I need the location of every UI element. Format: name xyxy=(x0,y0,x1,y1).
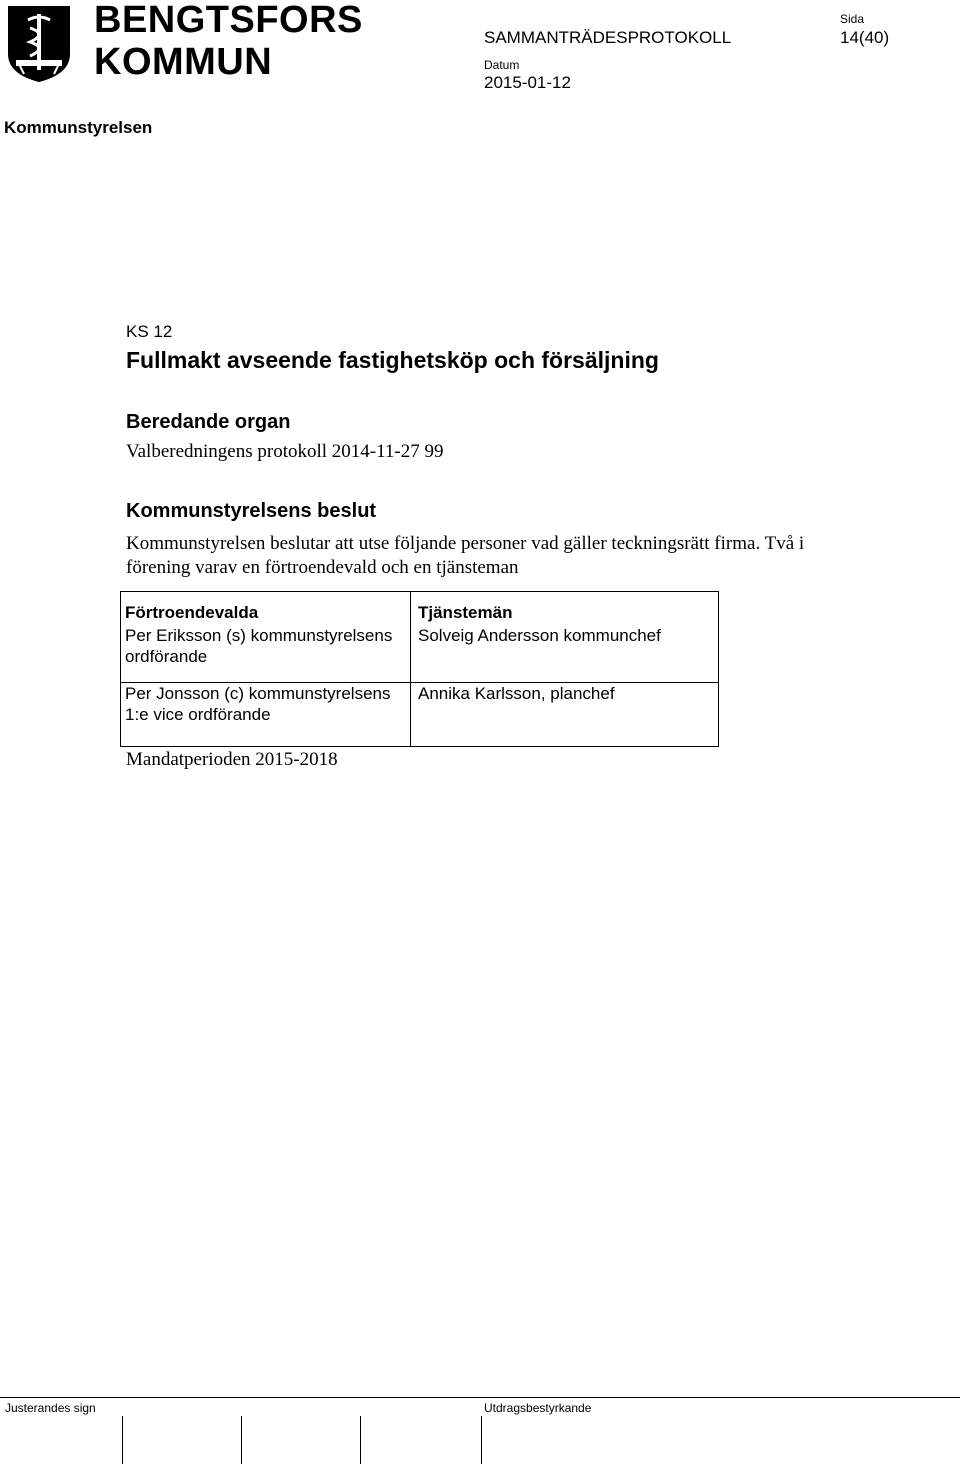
table-cell-r2c1: Per Jonsson (c) kommunstyrelsens 1:e vice ordförande xyxy=(125,684,391,724)
page-title: Fullmakt avseende fastighetsköp och försäljning xyxy=(126,347,659,373)
signature-box-divider xyxy=(360,1416,361,1464)
signatory-table xyxy=(120,591,719,747)
date-label: Datum xyxy=(484,58,520,72)
section-reference: KS 12 xyxy=(126,322,173,341)
mandate-period: Mandatperioden 2015-2018 xyxy=(126,749,338,770)
logo-wordmark-line2: KOMMUN xyxy=(94,41,273,83)
logo-wordmark-line1: BENGTSFORS xyxy=(94,0,363,41)
table-border-bottom xyxy=(120,746,719,747)
table-border-top xyxy=(120,591,719,592)
signature-box-divider xyxy=(122,1416,123,1464)
footer-extract-label: Utdragsbestyrkande xyxy=(484,1401,592,1415)
table-cell-r2c2: Annika Karlsson, planchef xyxy=(418,684,615,703)
table-column-divider xyxy=(410,591,411,747)
beredande-text: Valberedningens protokoll 2014-11-27 99 xyxy=(126,441,444,462)
table-header-tjanstemen: Tjänstemän xyxy=(418,603,513,622)
document-type: SAMMANTRÄDESPROTOKOLL xyxy=(484,28,732,47)
footer-rule xyxy=(0,1397,960,1398)
table-cell-r1c1: Per Eriksson (s) kommunstyrelsens ordförande xyxy=(125,626,393,666)
page-label: Sida xyxy=(840,12,865,26)
signature-box-divider xyxy=(241,1416,242,1464)
page-number: 14(40) xyxy=(840,28,890,47)
footer-sign-label: Justerandes sign xyxy=(5,1401,96,1415)
beslut-heading: Kommunstyrelsens beslut xyxy=(126,500,377,522)
date-value: 2015-01-12 xyxy=(484,73,571,92)
beslut-text: Kommunstyrelsen beslutar att utse följande personer vad gäller teckningsrätt firma. Två i förening varav en förtroendevald och en tjänsteman xyxy=(126,533,805,578)
municipality-crest-icon xyxy=(6,4,72,84)
table-border-left xyxy=(120,591,121,747)
table-border-right xyxy=(718,591,719,747)
table-header-fortroendevalda: Förtroendevalda xyxy=(125,603,259,622)
body-name: Kommunstyrelsen xyxy=(4,118,153,137)
table-cell-r1c2: Solveig Andersson kommunchef xyxy=(418,626,661,645)
beredande-heading: Beredande organ xyxy=(126,411,291,433)
signature-box-divider xyxy=(481,1416,482,1464)
